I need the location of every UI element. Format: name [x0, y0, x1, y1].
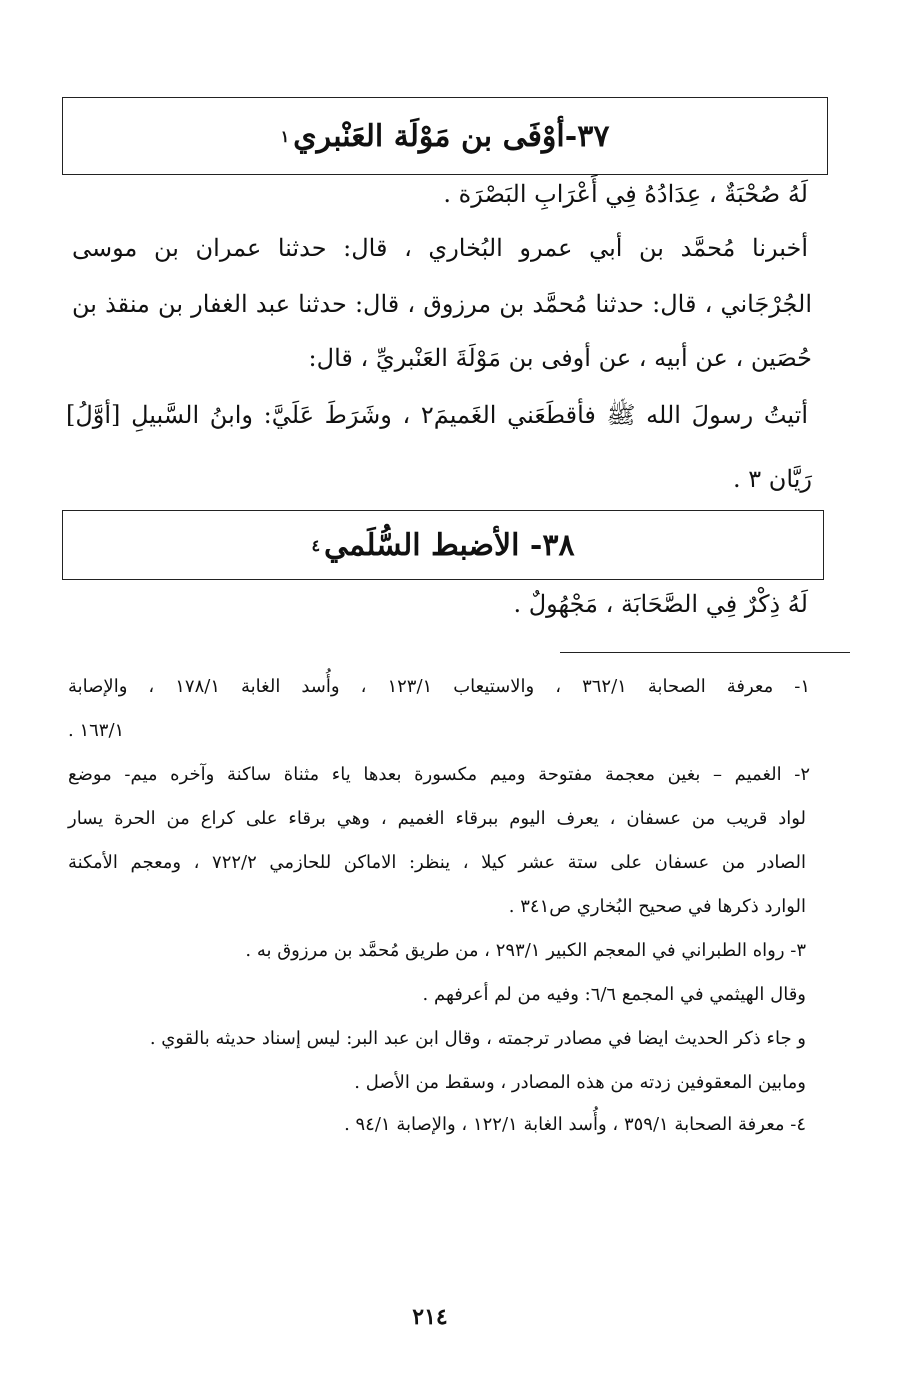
footnote-line-4: لواد قريب من عسفان ، يعرف اليوم ببرقاء الغميم ، وهي برقاء على كراع من الحرة يسار — [68, 808, 806, 829]
footnote-line-6: الوارد ذكرها في صحيح البُخاري ص٣٤١ . — [508, 896, 806, 917]
entry-38-heading — [63, 511, 823, 579]
footnote-line-3: ٢- الغميم – بغين معجمة مفتوحة وميم مكسورة بعدها ياء مثناة ساكنة وآخره ميم- موضع — [68, 764, 810, 785]
entry-37-heading — [63, 98, 827, 174]
footnote-line-9: و جاء ذكر الحديث ايضا في مصادر ترجمته ، وقال ابن عبد البر: ليس إسناد حديثه بالقوي . — [149, 1028, 806, 1049]
entry-37-footnote-mark: ١ — [280, 126, 290, 146]
footnote-line-2: ١٦٣/١ . — [68, 720, 125, 741]
entry-37-line-2: أخبرنا مُحمَّد بن أبي عمرو البُخاري ، قال: حدثنا عمران بن موسى — [72, 234, 808, 262]
entry-38-title: ٣٨- الأضبط السُّلَمي — [324, 527, 575, 563]
entry-37-heading-box — [62, 97, 828, 175]
entry-37-line-3: الجُرْجَاني ، قال: حدثنا مُحمَّد بن مرزوق ، قال: حدثنا عبد الغفار بن منقذ بن — [72, 290, 812, 318]
entry-37-title: ٣٧-أوْفَى بن مَوْلَة العَنْبري — [293, 118, 610, 154]
entry-37-line-6: رَيَّان ٣ . — [733, 465, 812, 493]
footnote-line-8: وقال الهيثمي في المجمع ٦/٦: وفيه من لم أعرفهم . — [422, 984, 806, 1005]
entry-38-footnote-mark: ٤ — [311, 535, 321, 555]
entry-37-line-1: لَهُ صُحْبَةٌ ، عِدَادُهُ فِي أَعْرَابِ البَصْرَة . — [443, 180, 808, 208]
page-number: ٢١٤ — [412, 1304, 448, 1330]
entry-38-line-1: لَهُ ذِكْرٌ فِي الصَّحَابَة ، مَجْهُولٌ . — [513, 590, 808, 618]
footnote-line-7: ٣- رواه الطبراني في المعجم الكبير ٢٩٣/١ ، من طريق مُحمَّد بن مرزوق به . — [245, 940, 806, 961]
entry-37-line-5: أتيتُ رسولَ الله ﷺ فأقطَعَني الغَميمَ٢ ، وشَرَطَ عَلَيَّ: وابنُ السَّبيلِ [أوَّلُ] — [66, 401, 808, 429]
footnote-line-5: الصادر من عسفان على ستة عشر كيلا ، ينظر: الاماكن للحازمي ٧٢٢/٢ ، ومعجم الأمكنة — [68, 852, 807, 873]
footnote-separator — [560, 652, 850, 653]
footnote-line-1: ١- معرفة الصحابة ٣٦٢/١ ، والاستيعاب ١٢٣/١ ، وأُسد الغابة ١٧٨/١ ، والإصابة — [68, 676, 811, 697]
entry-38-heading-box — [62, 510, 824, 580]
footnote-line-11: ٤- معرفة الصحابة ٣٥٩/١ ، وأُسد الغابة ١٢٢/١ ، والإصابة ٩٤/١ . — [344, 1114, 806, 1135]
entry-37-line-4: حُصَين ، عن أبيه ، عن أوفى بن مَوْلَةَ العَنْبريِّ ، قال: — [308, 344, 812, 372]
footnote-line-10: ومابين المعقوفين زدته من هذه المصادر ، وسقط من الأصل . — [354, 1072, 806, 1093]
